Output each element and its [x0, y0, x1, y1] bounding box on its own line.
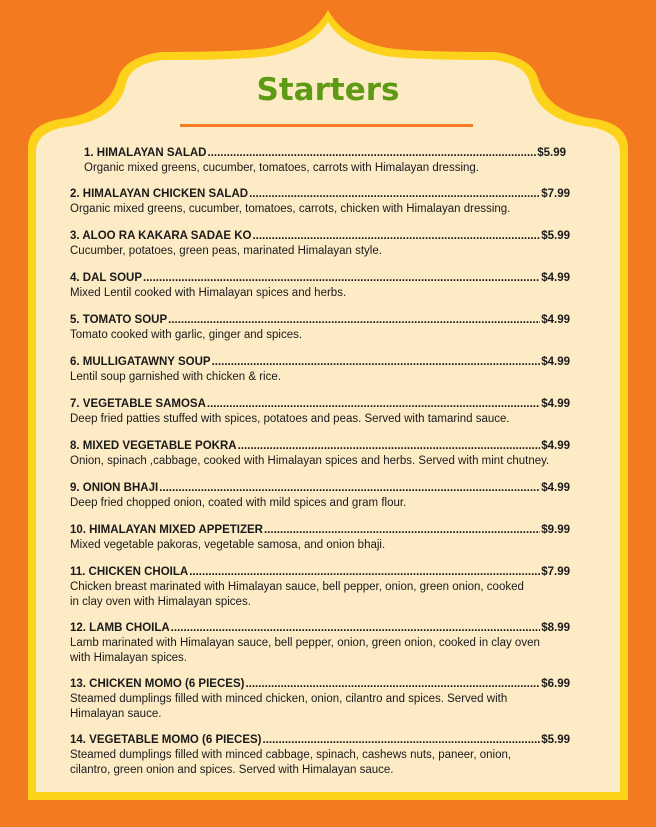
menu-item-heading	[70, 565, 570, 579]
menu-item-heading	[70, 229, 570, 243]
menu-item-price: $9.99	[541, 524, 570, 536]
menu-item	[70, 355, 570, 385]
dot-leader	[212, 355, 541, 369]
menu-item-name: 1. HIMALAYAN SALAD	[84, 147, 207, 159]
menu-item-name: 3. ALOO RA KAKARA SADAE KO	[70, 230, 252, 242]
menu-item-name: 6. MULLIGATAWNY SOUP	[70, 356, 211, 368]
menu-item-description: Himalayan sauce.	[70, 707, 162, 720]
menu-item-description: Lentil soup garnished with chicken & rice.	[70, 371, 281, 383]
dot-leader	[171, 621, 541, 635]
menu-item	[70, 481, 570, 511]
menu-item-heading	[84, 146, 566, 160]
menu-item	[70, 523, 570, 553]
title-underline	[180, 124, 473, 127]
menu-item-price: $4.99	[541, 482, 570, 494]
dot-leader	[264, 523, 540, 537]
menu-item-heading	[70, 481, 570, 495]
menu-item-heading	[70, 733, 570, 747]
menu-item-name: 5. TOMATO SOUP	[70, 314, 168, 326]
menu-item-heading	[70, 677, 570, 691]
dot-leader	[159, 481, 540, 495]
menu-item-name: 9. ONION BHAJI	[70, 482, 159, 494]
menu-item-description: Organic mixed greens, cucumber, tomatoes, carrots, chicken with Himalayan dressing.	[70, 203, 511, 215]
dot-leader	[207, 397, 540, 411]
menu-item-heading	[70, 621, 570, 635]
menu-item-price: $4.99	[541, 314, 570, 326]
menu-item-description: Steamed dumplings filled with minced chicken, onion, cilantro and spices. Served with	[70, 693, 508, 705]
menu-item-heading	[70, 439, 570, 453]
dot-leader	[189, 565, 540, 579]
menu-item-name: 8. MIXED VEGETABLE POKRA	[70, 440, 237, 452]
dot-leader	[249, 187, 540, 201]
dot-leader	[252, 229, 540, 243]
menu-item-heading	[70, 523, 570, 537]
menu-item-description: Lamb marinated with Himalayan sauce, bell pepper, onion, green onion, cooked in clay oven	[70, 637, 540, 649]
menu-item	[70, 271, 570, 301]
menu-item-price: $7.99	[541, 566, 570, 578]
menu-item-description: Deep fried patties stuffed with spices, potatoes and peas. Served with tamarind sauce.	[70, 413, 510, 425]
menu-item-description: Onion, spinach ,cabbage, cooked with Himalayan spices and herbs. Served with mint chutney.	[70, 455, 550, 467]
menu-item	[70, 677, 570, 721]
menu-item-price: $5.99	[541, 734, 570, 746]
menu-item-price: $6.99	[541, 678, 570, 690]
menu-item-description: cilantro, green onion and spices. Served with Himalayan sauce.	[70, 763, 394, 776]
menu-item	[70, 229, 570, 259]
menu-item-name: 13. CHICKEN MOMO (6 PIECES)	[70, 678, 245, 690]
menu-item-description: Tomato cooked with garlic, ginger and spices.	[70, 329, 303, 341]
menu-item-price: $8.99	[541, 622, 570, 634]
dot-leader	[245, 677, 540, 691]
menu-item-price: $4.99	[541, 398, 570, 410]
menu-item-name: 7. VEGETABLE SAMOSA	[70, 398, 206, 410]
menu-item-name: 14. VEGETABLE MOMO (6 PIECES)	[70, 734, 262, 746]
menu-item-heading	[70, 355, 570, 369]
menu-item-name: 10. HIMALAYAN MIXED APPETIZER	[70, 524, 263, 536]
menu-item	[70, 313, 570, 343]
dot-leader	[207, 146, 536, 160]
menu-item-description: Chicken breast marinated with Himalayan sauce, bell pepper, onion, green onion, cooked	[70, 581, 524, 593]
menu-item	[70, 439, 570, 469]
menu-item-heading	[70, 271, 570, 285]
page-title: Starters	[256, 72, 400, 108]
menu-item-description: Deep fried chopped onion, coated with mild spices and gram flour.	[70, 497, 407, 509]
dot-leader	[143, 271, 540, 285]
menu-item-heading	[70, 187, 570, 201]
menu-item-price: $4.99	[541, 356, 570, 368]
menu-item-description: Mixed vegetable pakoras, vegetable samosa, and onion bhaji.	[70, 539, 386, 551]
menu-item-price: $4.99	[541, 272, 570, 284]
menu-item-price: $4.99	[541, 440, 570, 452]
menu-item-description: Mixed Lentil cooked with Himalayan spices and herbs.	[70, 287, 347, 299]
menu-item	[70, 187, 570, 217]
menu-item	[70, 621, 570, 665]
menu-item	[70, 565, 570, 609]
menu-item-name: 11. CHICKEN CHOILA	[70, 566, 189, 578]
menu-item	[84, 146, 566, 176]
menu-item-heading	[70, 313, 570, 327]
menu-item-price: $5.99	[537, 147, 566, 159]
dot-leader	[168, 313, 540, 327]
menu-item-name: 4. DAL SOUP	[70, 272, 142, 284]
menu-item-description: Steamed dumplings filled with minced cabbage, spinach, cashews nuts, paneer, onion,	[70, 749, 512, 761]
menu-item-description: with Himalayan spices.	[70, 651, 187, 664]
dot-leader	[238, 439, 541, 453]
menu-item-heading	[70, 397, 570, 411]
menu-item-description: Cucumber, potatoes, green peas, marinated Himalayan style.	[70, 245, 382, 257]
menu-item	[70, 397, 570, 427]
menu-item	[70, 733, 570, 777]
menu-item-name: 2. HIMALAYAN CHICKEN SALAD	[70, 188, 249, 200]
dot-leader	[263, 733, 541, 747]
menu-item-description: in clay oven with Himalayan spices.	[70, 595, 251, 608]
menu-item-price: $7.99	[541, 188, 570, 200]
menu-item-name: 12. LAMB CHOILA	[70, 622, 170, 634]
menu-item-description: Organic mixed greens, cucumber, tomatoes, carrots with Himalayan dressing.	[84, 162, 479, 174]
menu-item-price: $5.99	[541, 230, 570, 242]
